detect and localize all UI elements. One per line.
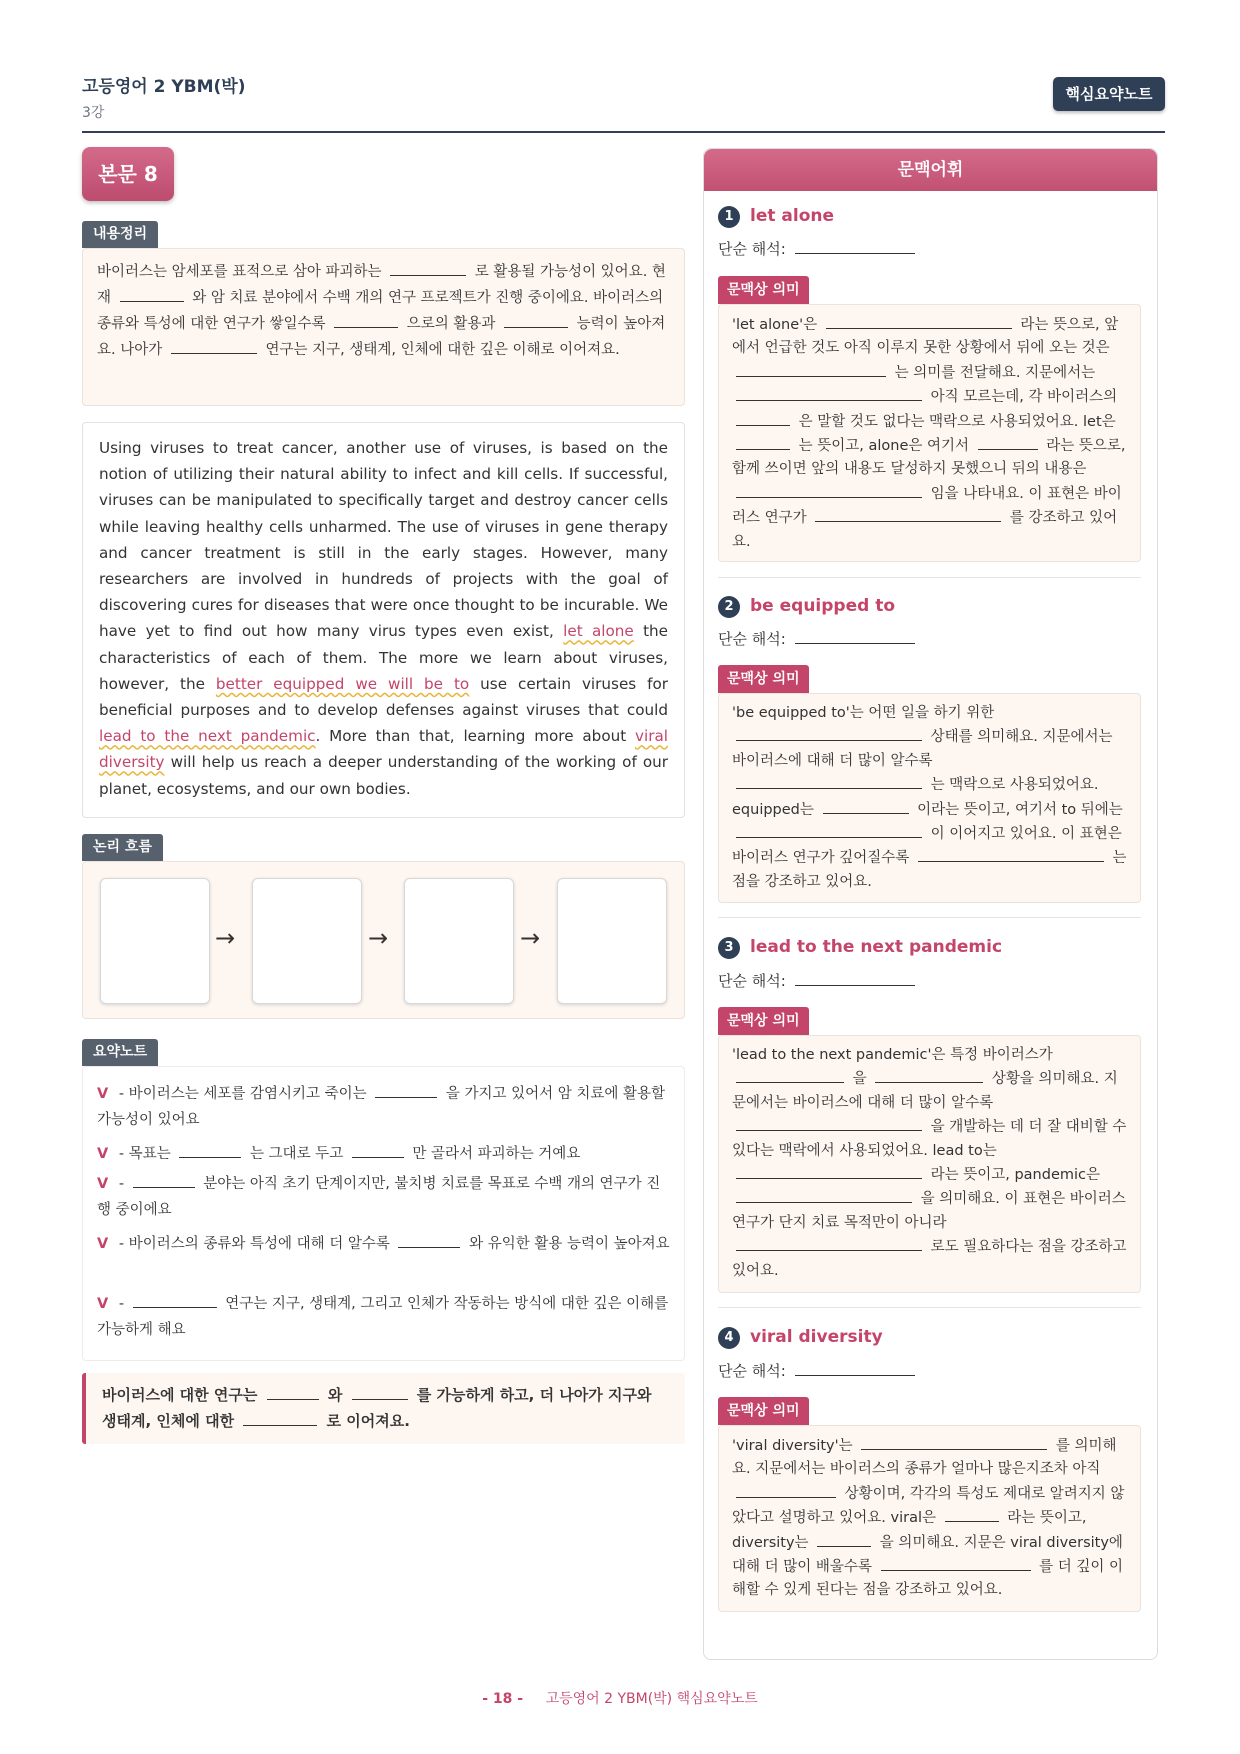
summary-part: 으로의 활용과 bbox=[406, 316, 496, 332]
check-mark-icon: V bbox=[97, 1146, 109, 1162]
summary-part: 로 활용될 가능성이 있어요. 현재 bbox=[97, 264, 666, 306]
note-text: 연구는 지구, 생태계, 그리고 인체가 작동하는 방식에 대한 깊은 이해를 가능하게 해요 bbox=[97, 1296, 669, 1338]
flow-step-box[interactable] bbox=[100, 878, 210, 1004]
fill-blank[interactable] bbox=[352, 1384, 408, 1400]
fill-blank[interactable] bbox=[736, 434, 790, 450]
note-item bbox=[97, 1231, 670, 1257]
fill-blank[interactable] bbox=[267, 1384, 319, 1400]
meaning-part: 이 이어지고 있어요. 이 표현은 바이러스 연구가 깊어질수록 bbox=[732, 826, 1122, 867]
fill-blank[interactable] bbox=[736, 725, 922, 741]
fill-blank[interactable] bbox=[861, 1434, 1047, 1450]
meaning-part: 라는 뜻이고, diversity는 bbox=[732, 1510, 1087, 1551]
passage-part: will help us reach a deeper understanding of the working of our planet, ecosystems, and our own bodies. bbox=[99, 753, 669, 798]
vocab-divider bbox=[718, 577, 1141, 578]
fill-blank[interactable] bbox=[736, 385, 922, 401]
meaning-part: 'lead to the next pandemic'은 특정 바이러스가 bbox=[732, 1047, 1053, 1063]
fill-blank[interactable] bbox=[795, 970, 915, 986]
context-meaning-tag: 문맥상 의미 bbox=[718, 1397, 809, 1425]
note-text: 을 가지고 있어서 암 치료에 활용할 가능성이 있어요 bbox=[97, 1086, 665, 1128]
note-text: - 바이러스는 세포를 감염시키고 죽이는 bbox=[118, 1086, 367, 1102]
meaning-part: 는 점을 강조하고 있어요. bbox=[732, 850, 1127, 890]
fill-blank[interactable] bbox=[736, 1067, 844, 1083]
meaning-box bbox=[718, 1425, 1141, 1612]
meaning-part: 임을 나타내요. 이 표현은 바이러스 연구가 bbox=[732, 485, 1122, 527]
meaning-text bbox=[732, 313, 1128, 554]
fill-blank[interactable] bbox=[736, 1187, 912, 1203]
fill-blank[interactable] bbox=[390, 260, 466, 276]
context-meaning-tag: 문맥상 의미 bbox=[718, 1007, 809, 1035]
final-text-part: 를 가능하게 하고, 더 나아가 지구와 생태계, 인체에 대한 bbox=[102, 1386, 652, 1430]
note-text: - bbox=[118, 1296, 125, 1312]
check-mark-icon: V bbox=[97, 1176, 109, 1192]
fill-blank[interactable] bbox=[736, 822, 922, 838]
simple-translation-label bbox=[718, 628, 919, 649]
meaning-box bbox=[718, 693, 1141, 903]
meaning-part: 'let alone'은 bbox=[732, 317, 818, 333]
vocab-number-badge: 1 bbox=[718, 206, 740, 228]
meaning-part: 는 의미를 전달해요. 지문에서는 bbox=[894, 364, 1096, 381]
fill-blank[interactable] bbox=[736, 1235, 922, 1251]
passage-part: the characteristics of each of them. The more we learn about viruses, however, the bbox=[99, 622, 669, 693]
meaning-text bbox=[732, 702, 1128, 894]
vocab-word: viral diversity bbox=[750, 1327, 883, 1347]
fill-blank[interactable] bbox=[243, 1410, 317, 1426]
note-item bbox=[97, 1291, 670, 1343]
final-text-part: 와 bbox=[327, 1386, 343, 1404]
notes-box bbox=[82, 1066, 685, 1361]
meaning-part: 라는 뜻으로, 함께 쓰이면 앞의 내용도 달성하지 못했으니 뒤의 내용은 bbox=[732, 438, 1126, 478]
meaning-part: 라는 뜻으로, 앞에서 언급한 것도 아직 이루지 못한 상황에서 뒤에 오는 것은 bbox=[732, 317, 1119, 357]
section-badge: 본문 8 bbox=[82, 147, 174, 201]
vocab-word: let alone bbox=[750, 206, 835, 226]
meaning-part: 를 의미해요. 지문에서는 바이러스의 종류가 얼마나 많은지조차 아직 bbox=[732, 1438, 1117, 1478]
meaning-part: 상황을 의미해요. 지문에서는 바이러스에 대해 더 많이 알수록 bbox=[732, 1071, 1118, 1111]
note-text: 분야는 아직 초기 단계이지만, 불치병 치료를 목표로 수백 개의 연구가 진행 중이에요 bbox=[97, 1176, 661, 1218]
vocab-heading: 문맥어휘 bbox=[704, 149, 1157, 191]
vocab-word: be equipped to bbox=[750, 596, 896, 616]
vocab-number-badge: 4 bbox=[718, 1327, 740, 1349]
flow-step-box[interactable] bbox=[404, 878, 514, 1004]
vocab-divider bbox=[718, 917, 1141, 918]
vocab-word: lead to the next pandemic bbox=[750, 937, 1003, 957]
fill-blank[interactable] bbox=[795, 1360, 915, 1376]
simple-translation-label bbox=[718, 238, 919, 259]
fill-blank[interactable] bbox=[817, 1531, 871, 1547]
flow-arrow: → bbox=[215, 924, 236, 952]
fill-blank[interactable] bbox=[875, 1067, 983, 1083]
final-summary-box bbox=[82, 1373, 685, 1444]
summary-box bbox=[82, 248, 685, 406]
note-item bbox=[97, 1171, 670, 1223]
meaning-part: 이라는 뜻이고, 여기서 to 뒤에는 bbox=[917, 801, 1123, 818]
fill-blank[interactable] bbox=[945, 1506, 999, 1522]
meaning-box bbox=[718, 304, 1141, 562]
meaning-part: 을 의미해요. 이 표현은 바이러스 연구가 단지 치료 목적만이 아니라 bbox=[732, 1191, 1126, 1231]
flow-step-box[interactable] bbox=[252, 878, 362, 1004]
header-divider bbox=[82, 131, 1165, 133]
summary-tag: 내용정리 bbox=[82, 221, 158, 248]
fill-blank[interactable] bbox=[736, 773, 922, 789]
meaning-part: 을 bbox=[852, 1071, 867, 1088]
page-number: - 18 - bbox=[482, 1691, 524, 1707]
flow-arrow: → bbox=[368, 924, 389, 952]
fill-blank[interactable] bbox=[881, 1555, 1031, 1571]
passage-text bbox=[99, 435, 668, 802]
passage-part: . More than that, learning more about bbox=[315, 727, 627, 746]
passage-part: use certain viruses for beneficial purposes and to develop defenses against viruses that could bbox=[99, 674, 669, 720]
final-text-part: 로 이어져요. bbox=[326, 1412, 410, 1430]
fill-blank[interactable] bbox=[375, 1082, 437, 1098]
check-mark-icon: V bbox=[97, 1296, 109, 1312]
footer-book-title: 고등영어 2 YBM(박) 핵심요약노트 bbox=[545, 1691, 758, 1707]
meaning-part: 을 의미해요. 지문은 viral diversity에 대해 더 많이 배울수록 bbox=[732, 1534, 1123, 1576]
note-item bbox=[97, 1081, 670, 1133]
highlight-be-equipped: better equipped we will be to bbox=[215, 674, 470, 693]
meaning-text bbox=[732, 1044, 1128, 1283]
fill-blank[interactable] bbox=[133, 1292, 217, 1308]
summary-part: 연구는 지구, 생태계, 인체에 대한 깊은 이해로 이어져요. bbox=[265, 342, 620, 358]
fill-blank[interactable] bbox=[823, 798, 909, 814]
simple-label-text: 단순 해석: bbox=[718, 240, 786, 258]
flow-tag: 논리 흐름 bbox=[82, 834, 163, 861]
meaning-part: 라는 뜻이고, pandemic은 bbox=[930, 1167, 1101, 1184]
meaning-part: 아직 모르는데, 각 바이러스의 bbox=[930, 389, 1118, 406]
note-text: - 목표는 bbox=[118, 1146, 171, 1162]
meaning-box bbox=[718, 1035, 1141, 1293]
note-item bbox=[97, 1141, 670, 1167]
fill-blank[interactable] bbox=[179, 1142, 241, 1158]
meaning-part: 'be equipped to'는 어떤 일을 하기 위한 bbox=[732, 705, 995, 721]
meaning-part: 로도 필요하다는 점을 강조하고 있어요. bbox=[732, 1239, 1127, 1279]
note-text: 만 골라서 파괴하는 거예요 bbox=[412, 1146, 581, 1162]
check-mark-icon: V bbox=[97, 1086, 109, 1102]
fill-blank[interactable] bbox=[334, 312, 398, 328]
vocab-number-badge: 2 bbox=[718, 596, 740, 618]
summary-part: 와 암 치료 분야에서 수백 개의 연구 프로젝트가 진행 중이에요. 바이러스의 종류와 특성에 대한 연구가 쌓일수록 bbox=[97, 290, 664, 332]
highlight-next-pandemic: lead to the next pandemic bbox=[99, 727, 316, 746]
highlight-viral-diversity: viral diversity bbox=[99, 727, 669, 772]
vocab-divider bbox=[718, 1307, 1141, 1308]
meaning-part: 를 더 깊이 이해할 수 있게 된다는 점을 강조하고 있어요. bbox=[732, 1559, 1123, 1599]
fill-blank[interactable] bbox=[133, 1172, 195, 1188]
meaning-part: 을 개발하는 데 더 잘 대비할 수 있다는 맥락에서 사용되었어요. lead to는 bbox=[732, 1119, 1127, 1159]
fill-blank[interactable] bbox=[736, 361, 886, 377]
fill-blank[interactable] bbox=[978, 434, 1038, 450]
fill-blank[interactable] bbox=[736, 1163, 922, 1179]
fill-blank[interactable] bbox=[918, 846, 1104, 862]
summary-part: 능력이 높아져요. 나아가 bbox=[97, 316, 666, 358]
note-text: - bbox=[118, 1176, 125, 1192]
final-text-part: 바이러스에 대한 연구는 bbox=[102, 1386, 258, 1404]
meaning-part: 상황이며, 각각의 특성도 제대로 알려지지 않았다고 설명하고 있어요. viral은 bbox=[732, 1485, 1125, 1527]
fill-blank[interactable] bbox=[171, 338, 257, 354]
fill-blank[interactable] bbox=[120, 286, 184, 302]
simple-label-text: 단순 해석: bbox=[718, 1362, 786, 1380]
book-title: 고등영어 2 YBM(박) bbox=[82, 77, 246, 97]
simple-translation-label bbox=[718, 1360, 919, 1381]
meaning-part: 는 뜻이고, alone은 여기서 bbox=[798, 438, 969, 455]
page-footer bbox=[0, 1688, 1240, 1708]
flow-step-box[interactable] bbox=[557, 878, 667, 1004]
notes-tag: 요약노트 bbox=[82, 1039, 158, 1066]
context-meaning-tag: 문맥상 의미 bbox=[718, 276, 809, 304]
flow-arrow: → bbox=[520, 924, 541, 952]
meaning-text bbox=[732, 1434, 1128, 1603]
fill-blank[interactable] bbox=[826, 313, 1012, 329]
meaning-part: 를 강조하고 있어요. bbox=[732, 510, 1118, 550]
fill-blank[interactable] bbox=[398, 1232, 460, 1248]
simple-translation-label bbox=[718, 970, 919, 991]
meaning-part: 은 말할 것도 없다는 맥락으로 사용되었어요. let은 bbox=[798, 413, 1116, 430]
vocab-number-badge: 3 bbox=[718, 937, 740, 959]
meaning-part: 상태를 의미해요. 지문에서는 바이러스에 대해 더 많이 알수록 bbox=[732, 729, 1113, 769]
check-mark-icon: V bbox=[97, 1236, 109, 1252]
fill-blank[interactable] bbox=[815, 506, 1001, 522]
context-meaning-tag: 문맥상 의미 bbox=[718, 665, 809, 693]
fill-blank[interactable] bbox=[736, 482, 922, 498]
meaning-part: 'viral diversity'는 bbox=[732, 1438, 853, 1454]
lesson-label: 3강 bbox=[82, 105, 105, 121]
passage-part: Using viruses to treat cancer, another use of viruses, is based on the notion of utilizing their natural ability to infect and kill cells. If successful, viruses can be manipulated to specifically target and destroy cancer cells while leaving healthy cells unharmed. The use of viruses in gene therapy and cancer treatment is still in the early stages. However, many researchers are involved in hundreds of projects with the goal of discovering cures for diseases that were once thought to be incurable. We have yet to find out how many virus types even exist, bbox=[99, 439, 668, 641]
fill-blank[interactable] bbox=[504, 312, 568, 328]
passage-box bbox=[82, 422, 685, 818]
note-type-badge: 핵심요약노트 bbox=[1053, 77, 1165, 111]
fill-blank[interactable] bbox=[736, 1115, 922, 1131]
fill-blank[interactable] bbox=[736, 1482, 836, 1498]
simple-label-text: 단순 해석: bbox=[718, 972, 786, 990]
summary-text bbox=[97, 259, 670, 363]
fill-blank[interactable] bbox=[736, 410, 790, 426]
fill-blank[interactable] bbox=[795, 238, 915, 254]
note-text: - 바이러스의 종류와 특성에 대해 더 알수록 bbox=[118, 1236, 390, 1252]
meaning-part: 는 맥락으로 사용되었어요. equipped는 bbox=[732, 777, 1099, 818]
fill-blank[interactable] bbox=[795, 628, 915, 644]
note-text: 는 그대로 두고 bbox=[249, 1146, 344, 1162]
summary-part: 바이러스는 암세포를 표적으로 삼아 파괴하는 bbox=[97, 264, 382, 280]
flow-box-area bbox=[82, 861, 685, 1019]
highlight-let-alone: let alone bbox=[563, 622, 634, 641]
note-text: 와 유익한 활용 능력이 높아져요 bbox=[469, 1236, 670, 1252]
fill-blank[interactable] bbox=[352, 1142, 404, 1158]
final-summary-text bbox=[102, 1382, 671, 1434]
simple-label-text: 단순 해석: bbox=[718, 630, 786, 648]
